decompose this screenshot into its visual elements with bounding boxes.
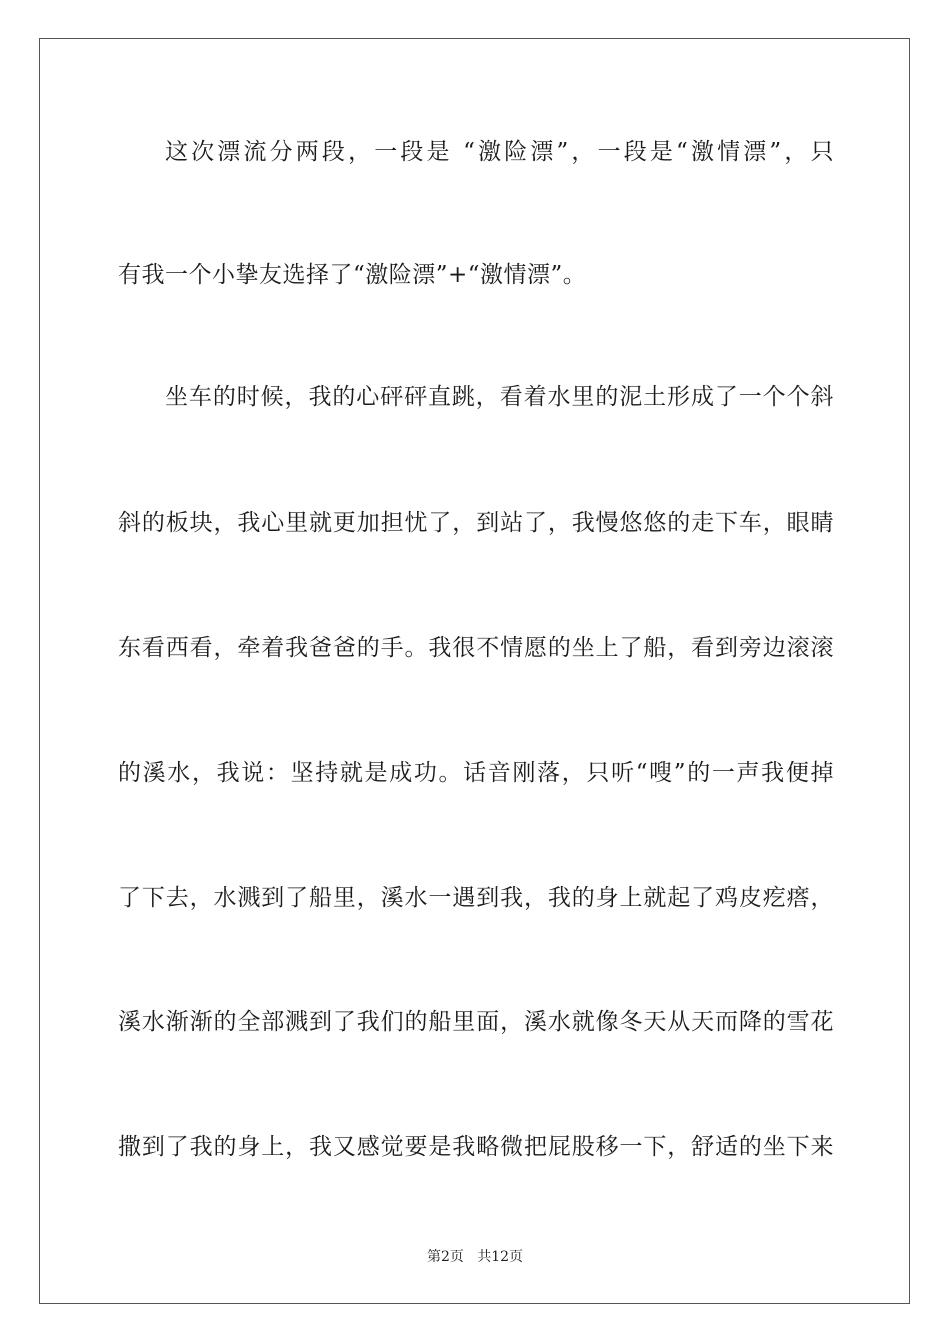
paragraph-line: 东看西看，牵着我爸爸的手。我很不情愿的坐上了船，看到旁边滚滚	[118, 635, 834, 661]
page-number: 第2页 共12页	[426, 1249, 524, 1265]
paragraph-line: 溪水渐渐的全部溅到了我们的船里面，溪水就像冬天从天而降的雪花	[118, 1009, 834, 1035]
page-border	[39, 38, 910, 1304]
paragraph-line: 坐车的时候，我的心砰砰直跳，看着水里的泥土形成了一个个斜	[165, 384, 834, 410]
paragraph-line: 有我一个小挚友选择了“激险漂”+“激情漂”。	[118, 262, 587, 288]
paragraph-line: 的溪水，我说：坚持就是成功。话音刚落，只听“嗖”的一声我便掉	[118, 760, 834, 786]
paragraph-line: 斜的板块，我心里就更加担忧了，到站了，我慢悠悠的走下车，眼睛	[118, 510, 834, 536]
paragraph-line: 这次漂流分两段，一段是 “激险漂”，一段是“激情漂”，只	[165, 139, 834, 165]
paragraph-line: 撒到了我的身上，我又感觉要是我略微把屁股移一下，舒适的坐下来	[118, 1134, 834, 1160]
paragraph-line: 了下去，水溅到了船里，溪水一遇到我，我的身上就起了鸡皮疙瘩，	[118, 885, 834, 911]
